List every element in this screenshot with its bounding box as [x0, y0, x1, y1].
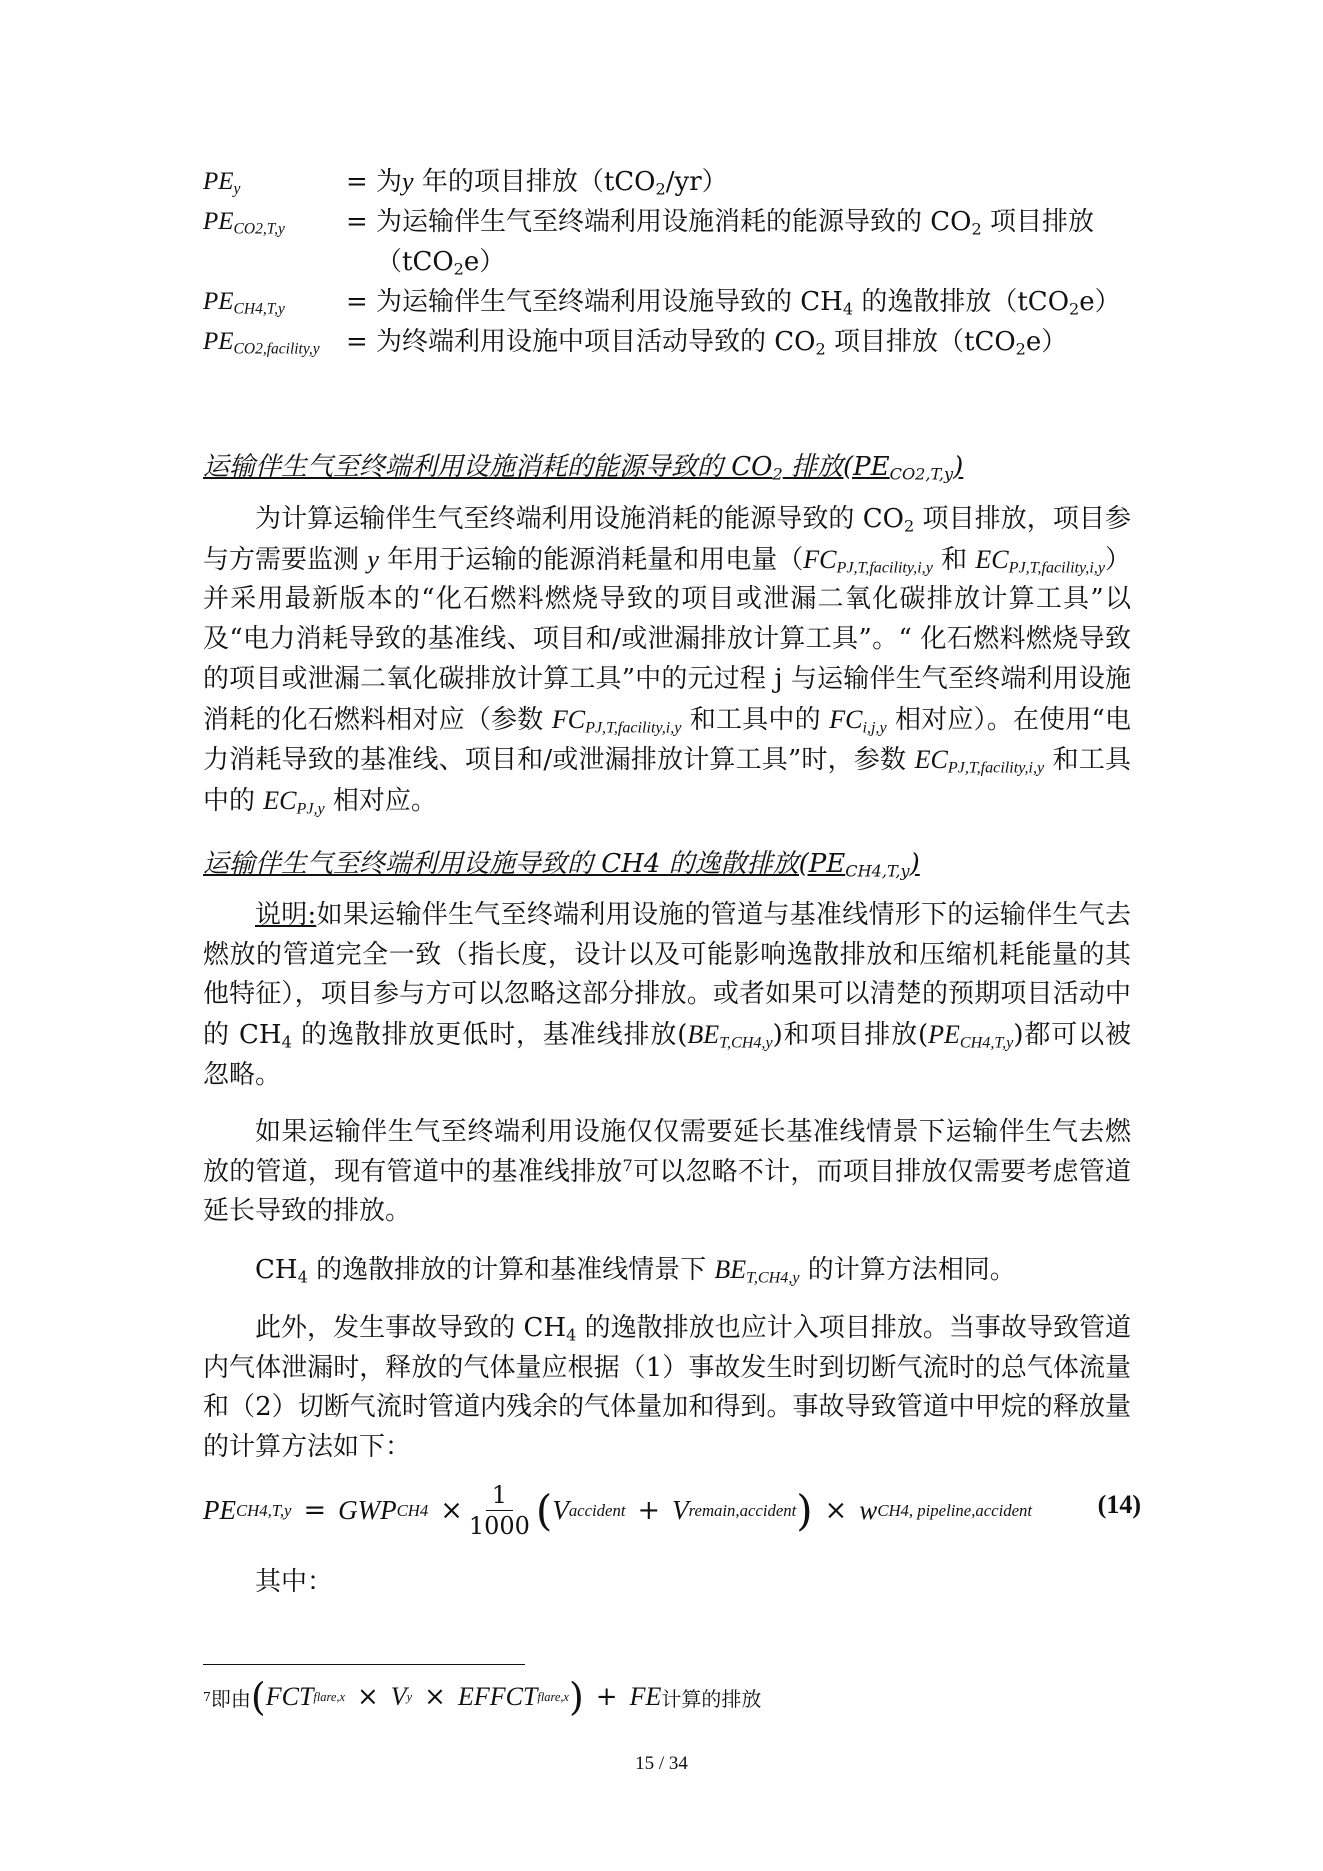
text: 项目排放 [981, 207, 1094, 237]
text: 相对应）。在使用“电力消耗导致的基准线、项目和/或泄漏排放计算工具”时，参数 [203, 704, 1131, 776]
heading-text: ) [909, 849, 920, 879]
paragraph-pipeline-extension [203, 1113, 1131, 1232]
equation-body: PE CH4,T,y = GWP CH4 × $\frac{1}{1000}$ ( V accident + V remain,accident ) × w CH4, pipeline,accident [203, 1481, 1033, 1540]
definition-text [376, 282, 1143, 322]
text: 其中： [255, 1567, 334, 1597]
paragraph-where [203, 1563, 1131, 1603]
times-sign: × [440, 1495, 463, 1526]
text: e） [1079, 287, 1121, 317]
text: 为 [376, 167, 403, 197]
definition-pe-co2-t-y [203, 202, 1143, 282]
text: 年的项目排放（tCO [413, 167, 656, 197]
variable: BE [714, 1255, 747, 1284]
subscript: 4 [281, 1032, 292, 1052]
footnote-text: 即由 [210, 1686, 251, 1711]
heading-text: 运输伴生气至终端利用设施导致的 CH4 的逸散排放(PE [203, 849, 846, 879]
text: )都可以被忽略。 [203, 1020, 1131, 1090]
subscript: 2 [971, 219, 982, 239]
heading-text: 排放(PE [782, 452, 890, 482]
heading-text: ) [953, 452, 964, 482]
text: e） [463, 247, 506, 277]
symbol: PE [203, 208, 234, 235]
text: 的逸散排放也应计入项目排放。当事故导致管道内气体泄漏时，释放的气体量应根据（1）事故发生时到切断气流时的总气体流量和（2）切断气流时管道内残余的气体量加和得到。事故导致管道中甲烷的释放量的计算方法如下： [203, 1313, 1131, 1463]
page-number: 15 / 34 [635, 1753, 688, 1774]
subscript: i,j,y [862, 719, 887, 737]
text: 的逸散排放的计算和基准线情景下 [307, 1255, 715, 1285]
symbol: PE [203, 328, 234, 355]
fn-effct: EFFCT [457, 1682, 538, 1711]
subscript: PJ,T,facility,i,y [836, 559, 933, 577]
subscript: 2 [655, 179, 666, 199]
definitions-list [203, 162, 1143, 362]
times-sign: × [424, 1682, 446, 1712]
equals-sign: = [303, 1495, 327, 1526]
variable: EC [975, 544, 1009, 574]
right-paren: ) [568, 1675, 584, 1719]
paragraph-co2-calculation [203, 500, 1131, 822]
paragraph-note [203, 896, 1131, 1096]
heading-text: 运输伴生气至终端利用设施消耗的能源导致的 CO [203, 452, 773, 482]
variable: y [367, 544, 379, 574]
subscript: 4 [566, 1325, 577, 1345]
equals-sign: = [346, 287, 368, 317]
footnote-text: 计算的排放 [661, 1686, 762, 1711]
fn-fct: FCT [265, 1682, 314, 1711]
eq-v-remain: V [672, 1495, 689, 1525]
subscript: 4 [842, 299, 854, 319]
symbol: PE [203, 288, 234, 315]
subscript: 2 [1015, 339, 1026, 359]
equation-14 [203, 1472, 1141, 1552]
equals-sign: = [346, 167, 368, 197]
subscript: CO2,T,y [889, 464, 954, 484]
text: 为运输伴生气至终端利用设施消耗的能源导致的 CO [376, 207, 972, 237]
variable: EC [263, 785, 297, 815]
subscript: T,CH4,y [719, 1034, 773, 1052]
variable: BE [687, 1020, 720, 1050]
definition-pe-ch4-t-y [203, 282, 1143, 322]
text: 为计算运输伴生气至终端利用设施消耗的能源导致的 CO [255, 504, 904, 534]
fn-fe: FE [629, 1682, 662, 1711]
times-sign: × [356, 1682, 379, 1712]
subscript: PJ,y [296, 800, 325, 818]
plus-sign: + [637, 1495, 661, 1526]
symbol: PE [203, 168, 234, 195]
text: /yr） [665, 167, 728, 197]
fraction [469, 1480, 530, 1541]
symbol-subscript: CH4,T,y [233, 300, 285, 318]
times-sign: × [824, 1495, 848, 1526]
text: 如果运输伴生气至终端利用设施的管道与基准线情形下的运输伴生气去燃放的管道完全一致（指长度，设计以及可能影响逸散排放和压缩机耗能量的其他特征），项目参与方可以忽略这部分排放。或者如果可以清楚的预期项目活动中的 CH [203, 900, 1131, 1051]
note-label: 说明: [255, 900, 317, 930]
text: e） [1025, 327, 1068, 357]
text: 可以忽略不计，而项目排放仅需要考虑管道延长导致的排放。 [203, 1156, 1131, 1227]
text: 和工具中的 [681, 704, 830, 735]
variable: EC [914, 745, 948, 775]
text: CH [255, 1255, 298, 1285]
plus-sign: + [595, 1682, 618, 1712]
definition-text [376, 322, 1143, 362]
fn-v: V [390, 1682, 407, 1711]
definition-pe-y [203, 162, 1143, 202]
subscript: 4 [297, 1267, 308, 1287]
paragraph-accident-emissions [203, 1309, 1131, 1468]
definition-text [376, 162, 1143, 202]
left-paren: ( [250, 1675, 266, 1719]
text: )和项目排放( [772, 1020, 929, 1051]
footnote-7: 7 即由 ( FCT flare,x × V y × EFFCT flare,x ) + FE 计算的排放 [203, 1675, 762, 1719]
eq-v-accident: V [552, 1495, 569, 1525]
definition-text [376, 202, 1143, 282]
text: 项目排放（tCO [825, 327, 1016, 357]
subscript: 2 [903, 516, 915, 536]
text: 此外，发生事故导致的 CH [255, 1313, 567, 1343]
text: 和工具中的 [203, 745, 1131, 816]
symbol-subscript: CO2,T,y [233, 220, 285, 238]
eq-lhs: PE [203, 1495, 236, 1525]
text: 如果运输伴生气至终端利用设施仅仅需要延长基准线情景下运输伴生气去燃放的管道，现有管道中的基准线排放 [203, 1117, 1131, 1187]
text: 年用于运输的能源消耗量和用电量（ [378, 544, 804, 575]
variable: FC [551, 704, 586, 734]
subscript: 2 [772, 464, 783, 484]
subscript: PJ,T,facility,i,y [585, 719, 682, 737]
subscript: 2 [815, 339, 826, 359]
left-paren: ( [535, 1485, 553, 1535]
text: 为运输伴生气至终端利用设施导致的 CH [376, 287, 843, 317]
text: 相对应。 [324, 785, 437, 816]
variable: PE [928, 1020, 960, 1050]
symbol-subscript: CO2,facility,y [233, 340, 320, 358]
section-heading-ch4-emissions [203, 843, 920, 880]
variable: FC [829, 704, 863, 734]
eq-w: w [859, 1495, 878, 1525]
text: 项目排放，项目参与方需要监测 [203, 504, 1131, 575]
equation-number: (14) [1097, 1490, 1141, 1519]
footnote-separator [203, 1664, 525, 1665]
variable: y [402, 167, 414, 196]
text: （tCO [376, 247, 454, 277]
right-paren: ) [796, 1485, 813, 1535]
text: 的逸散排放（tCO [853, 287, 1070, 317]
equals-sign: = [346, 327, 368, 357]
text: 和 [932, 544, 976, 575]
subscript: CH4,T,y [845, 861, 910, 881]
eq-gwp: GWP [338, 1495, 397, 1525]
subscript: T,CH4,y [746, 1269, 800, 1287]
equals-sign: = [346, 207, 368, 237]
text: ）并采用最新版本的“化石燃料燃烧导致的项目或泄漏二氧化碳排放计算工具”以及“电力消耗导致的基准线、项目和/或泄漏排放计算工具”。“ 化石燃料燃烧导致的项目或泄漏二氧化碳排放计算工具”中的元过程 j 与运输伴生气至终端利用设施消耗的化石燃料相对应（参数 [203, 544, 1132, 735]
symbol-subscript: y [233, 180, 241, 198]
paragraph-ch4-method [203, 1250, 1131, 1291]
text: 为终端利用设施中项目活动导致的 CO [376, 327, 816, 357]
subscript: 2 [1069, 299, 1080, 319]
denominator: 1000 [468, 1512, 530, 1540]
text: 的逸散排放更低时，基准线排放( [291, 1020, 688, 1051]
numerator: 1 [486, 1480, 513, 1511]
subscript: 2 [453, 259, 464, 279]
footnote-reference[interactable]: 7 [622, 1155, 633, 1175]
subscript: PJ,T,facility,i,y [947, 759, 1045, 777]
definition-pe-co2-facility-y [203, 322, 1143, 362]
text: 的计算方法相同。 [799, 1255, 1016, 1285]
section-heading-co2-emissions [203, 446, 963, 483]
variable: FC [803, 544, 837, 574]
subscript: PJ,T,facility,i,y [1008, 559, 1105, 577]
subscript: CH4,T,y [959, 1034, 1014, 1052]
